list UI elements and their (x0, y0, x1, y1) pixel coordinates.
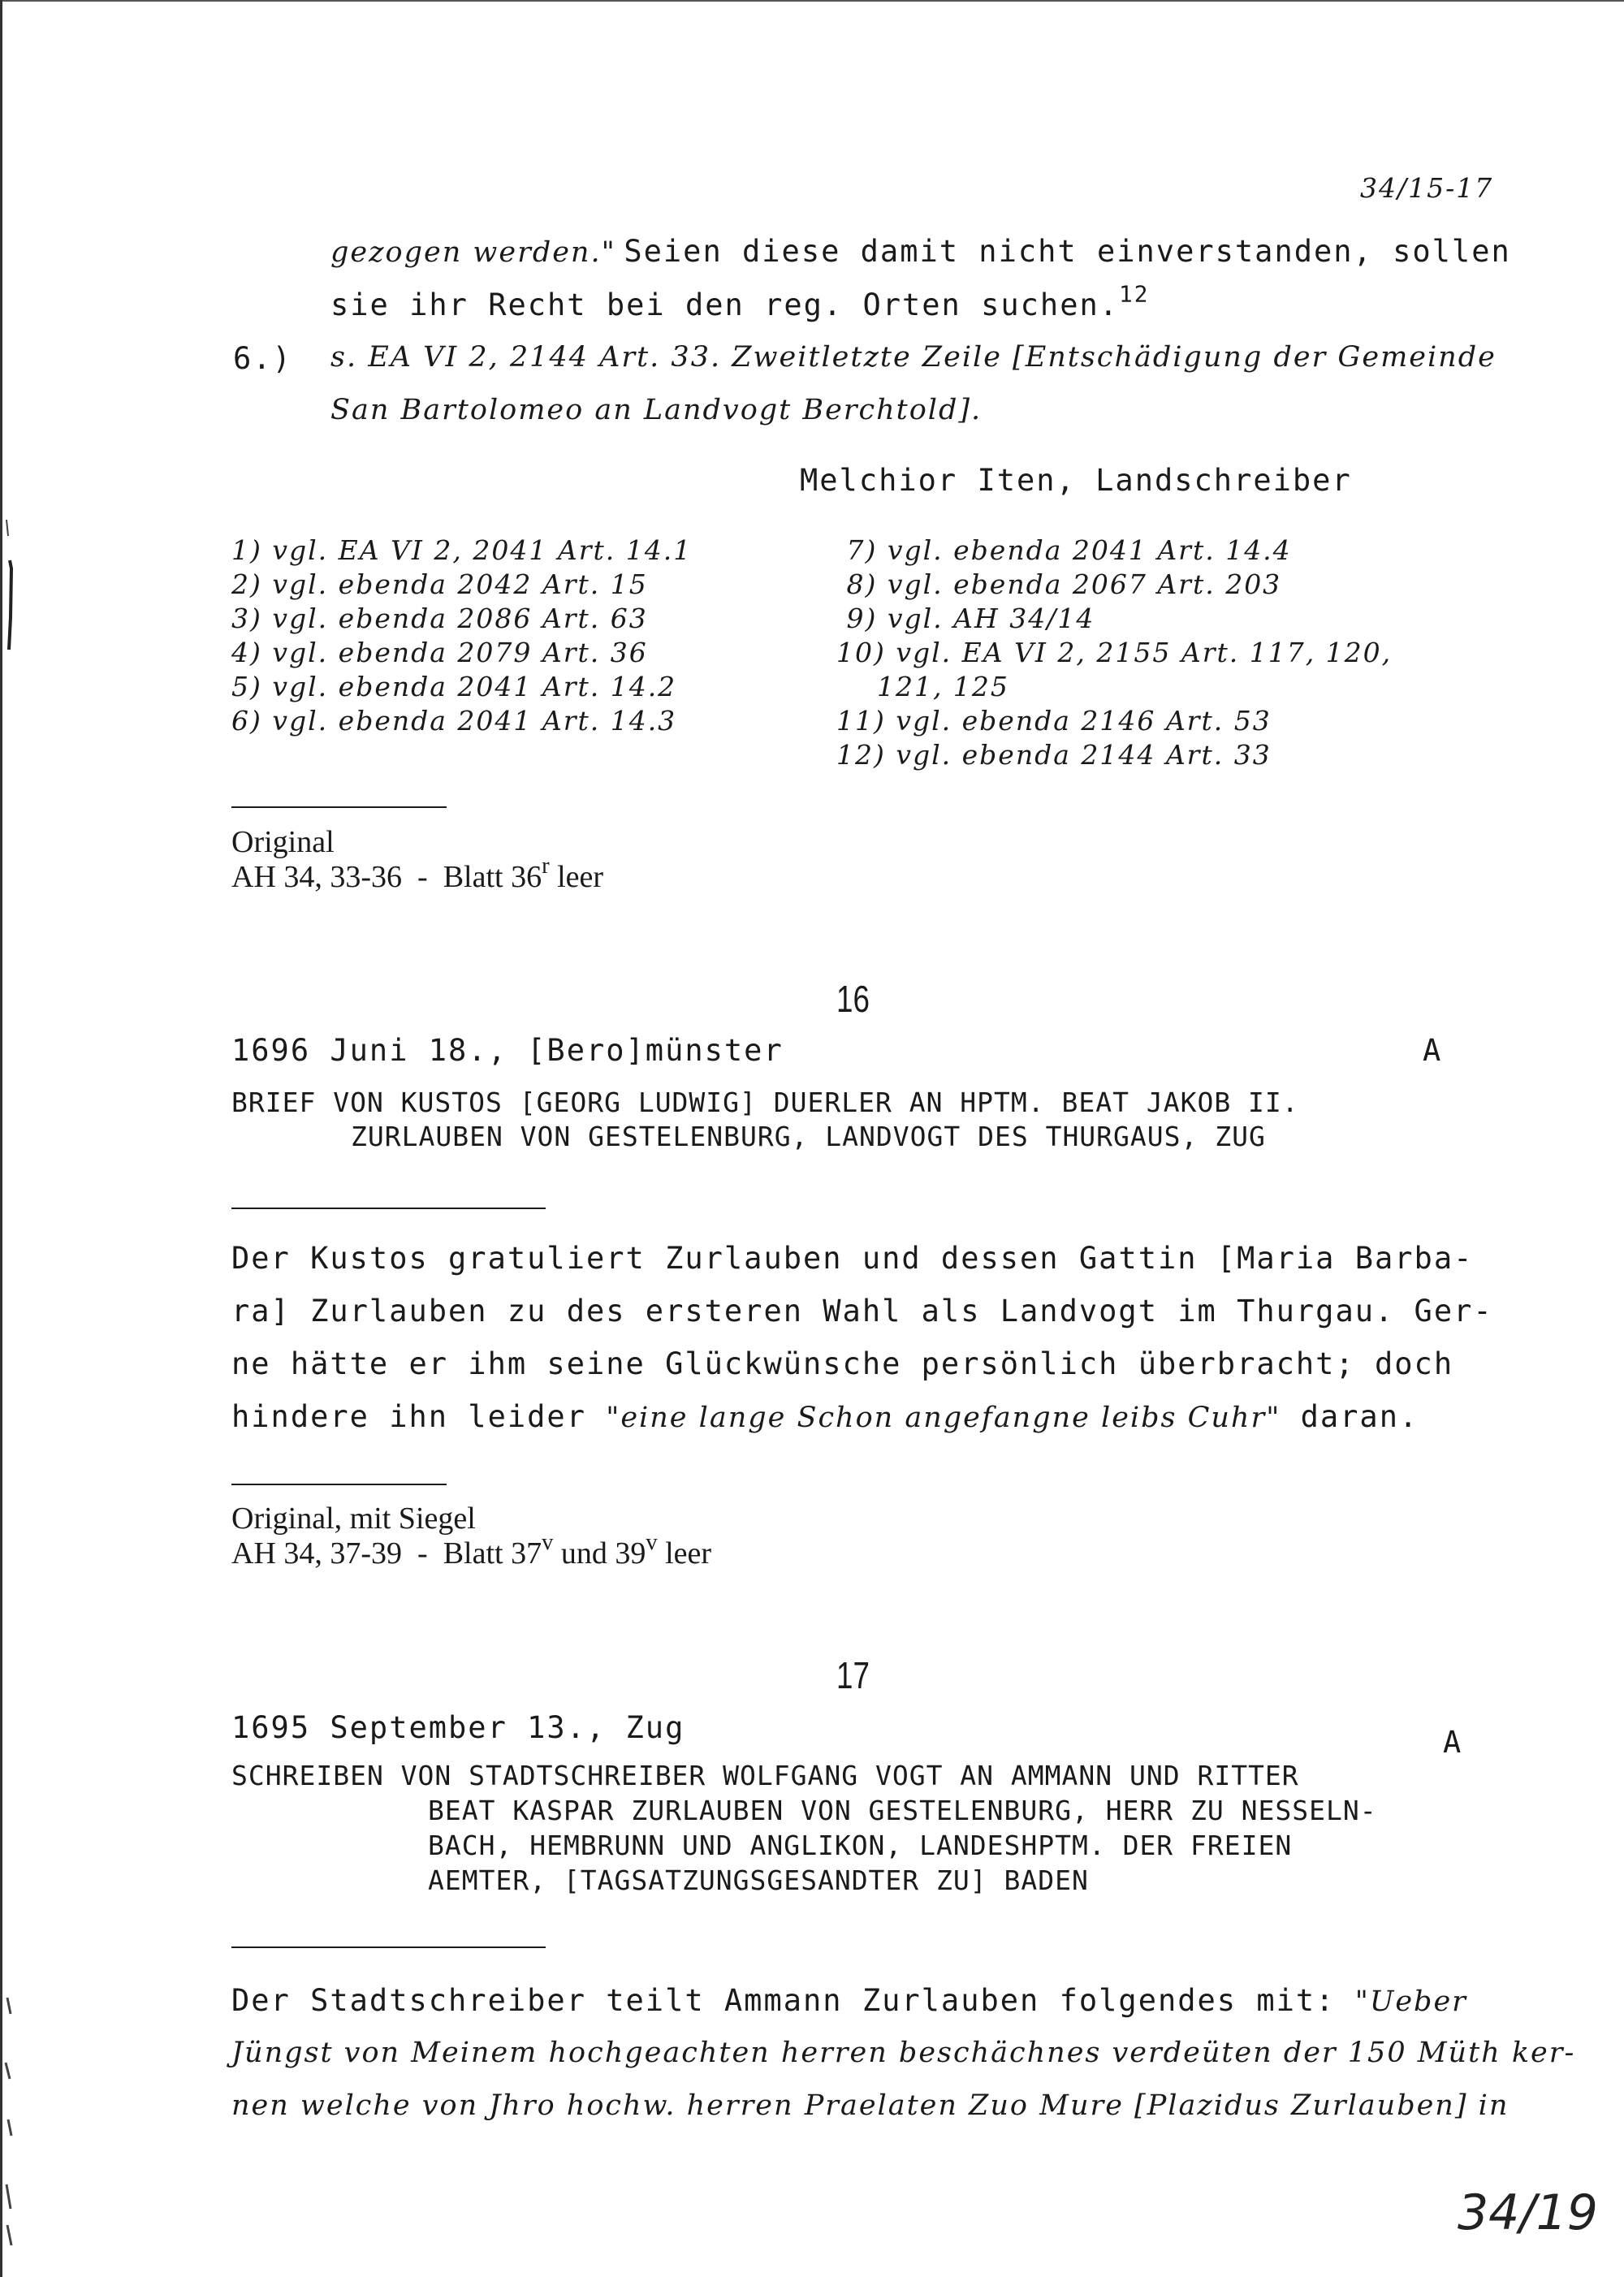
doc16-body-quote: "eine lange Schon angefangne leibs Cuhr" (606, 1402, 1281, 1434)
source-sup: r (542, 853, 550, 879)
doc17-title-line4: AEMTER, [TAGSATZUNGSGESANDTER ZU] BADEN (428, 1864, 1089, 1896)
footnote-item: 12) vgl. ebenda 2144 Art. 33 (836, 739, 1272, 771)
doc15-source-ref (231, 853, 604, 895)
footnote-item: 5) vgl. ebenda 2041 Art. 14.2 (231, 671, 677, 702)
footnote-item: 7) vgl. ebenda 2041 Art. 14.4 (836, 534, 1292, 566)
doc15-line1-rest: Seien diese damit nicht einverstanden, sollen (624, 234, 1511, 269)
doc16-body-line4-start: hindere ihn leider (231, 1399, 607, 1434)
doc16-number: 16 (836, 978, 870, 1020)
doc17-marker: A (1443, 1725, 1463, 1760)
doc16-body-line1: Der Kustos gratuliert Zurlauben und dessen Gattin [Maria Barba- (231, 1241, 1474, 1276)
doc17-body-line3: nen welche von Jhro hochw. herren Praelaten Zuo Mure [Plazidus Zurlauben] in (231, 2089, 1510, 2122)
doc17-body-quote-start: "Ueber (1354, 1985, 1467, 2018)
source-sup: v (542, 1529, 554, 1555)
footnote-item: 121, 125 (836, 671, 1009, 702)
footnote-item: 4) vgl. ebenda 2079 Art. 36 (231, 637, 648, 668)
footnote-item: 10) vgl. EA VI 2, 2155 Art. 117, 120, (836, 637, 1393, 668)
doc15-signature: Melchior Iten, Landschreiber (800, 463, 1352, 498)
doc15-quote-end: gezogen werden." (330, 236, 616, 269)
doc17-body-line1-start: Der Stadtschreiber teilt Ammann Zurlauben folgendes mit: (231, 1983, 1355, 2018)
doc17-title-line3: BACH, HEMBRUNN UND ANGLIKON, LANDESHPTM. DER FREIEN (428, 1830, 1293, 1861)
doc16-body-line3: ne hätte er ihm seine Glückwünsche persönlich überbracht; doch (231, 1346, 1454, 1381)
separator-rule (231, 1484, 447, 1485)
separator-rule (231, 806, 447, 808)
doc15-text-line-1 (330, 234, 1511, 269)
footnote-item: 11) vgl. ebenda 2146 Art. 53 (836, 705, 1272, 737)
doc17-date-place: 1695 September 13., Zug (231, 1710, 685, 1745)
page-border-top (0, 0, 1624, 2)
footnote-ref-12: 12 (1119, 280, 1150, 308)
doc16-body-line2: ra] Zurlauben zu des ersteren Wahl als Landvogt im Thurgau. Ger- (231, 1294, 1493, 1329)
doc15-item6-label: 6.) (233, 341, 292, 376)
doc16-source-type: Original, mit Siegel (231, 1501, 476, 1536)
doc16-body-line4-end: daran. (1281, 1399, 1419, 1434)
scan-margin-marks (0, 0, 32, 2277)
footnote-item: 2) vgl. ebenda 2042 Art. 15 (231, 568, 648, 600)
handwritten-page-number: 34/19 (1458, 2184, 1598, 2241)
source-ref-suffix: leer (549, 860, 604, 894)
separator-rule (231, 1946, 546, 1948)
doc17-number: 17 (836, 1654, 870, 1696)
doc15-text-line-2 (330, 280, 1150, 322)
doc16-title-line1: BRIEF VON KUSTOS [GEORG LUDWIG] DUERLER AN HPTM. BEAT JAKOB II. (231, 1087, 1299, 1118)
page-reference: 34/15-17 (1360, 172, 1494, 204)
doc15-item6-line2: San Bartolomeo an Landvogt Berchtold]. (330, 394, 983, 426)
footnote-item: 1) vgl. EA VI 2, 2041 Art. 14.1 (231, 534, 693, 566)
doc15-line2-text: sie ihr Recht bei den reg. Orten suchen. (330, 287, 1120, 322)
source-ref-text: AH 34, 33-36 - Blatt 36 (231, 860, 542, 894)
doc16-source-ref (231, 1529, 712, 1571)
footnote-item: 3) vgl. ebenda 2086 Art. 63 (231, 603, 648, 634)
source-ref-mid: und 39 (553, 1536, 646, 1571)
doc17-title-line1: SCHREIBEN VON STADTSCHREIBER WOLFGANG VOGT AN AMMANN UND RITTER (231, 1760, 1299, 1791)
doc16-title-line2: ZURLAUBEN VON GESTELENBURG, LANDVOGT DES THURGAUS, ZUG (351, 1121, 1266, 1152)
doc16-marker: A (1423, 1033, 1443, 1068)
source-ref-suffix: leer (657, 1536, 712, 1571)
doc17-body-line2: Jüngst von Meinem hochgeachten herren beschächnes verdeüten der 150 Müth ker- (231, 2037, 1576, 2069)
footnote-item: 8) vgl. ebenda 2067 Art. 203 (836, 568, 1282, 600)
separator-rule (231, 1208, 546, 1209)
doc16-body-line4 (231, 1399, 1419, 1434)
doc16-date-place: 1696 Juni 18., [Bero]münster (231, 1033, 784, 1068)
footnote-item: 9) vgl. AH 34/14 (836, 603, 1095, 634)
doc17-body-line1 (231, 1983, 1467, 2018)
doc15-source-type: Original (231, 825, 335, 859)
doc17-title-line2: BEAT KASPAR ZURLAUBEN VON GESTELENBURG, HERR ZU NESSELN- (428, 1795, 1377, 1826)
doc15-item6-line1: s. EA VI 2, 2144 Art. 33. Zweitletzte Zeile [Entschädigung der Gemeinde (330, 341, 1497, 374)
source-ref-text: AH 34, 37-39 - Blatt 37 (231, 1536, 542, 1571)
footnote-item: 6) vgl. ebenda 2041 Art. 14.3 (231, 705, 677, 737)
source-sup: v (646, 1529, 658, 1555)
